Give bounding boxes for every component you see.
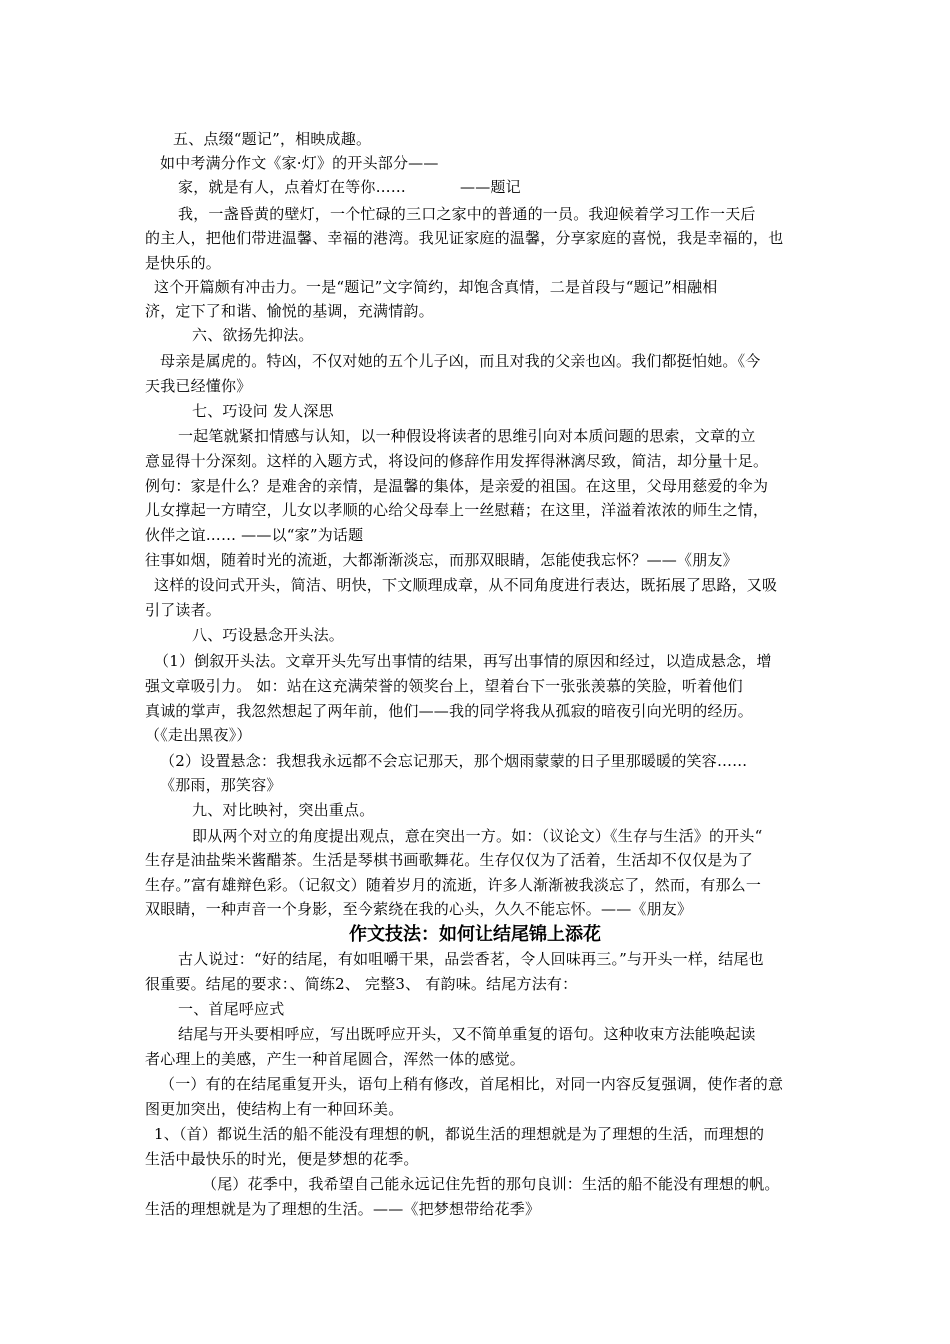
text-line: 双眼睛，一种声音一个身影，至今萦绕在我的心头，久久不能忘怀。——《朋友》 — [145, 900, 693, 918]
text-line: 我，一盏昏黄的壁灯，一个忙碌的三口之家中的普通的一员。我迎候着学习工作一天后 — [178, 205, 756, 223]
text-line: （2）设置悬念：我想我永远都不会忘记那天，那个烟雨蒙蒙的日子里那暖暖的笑容…… — [160, 752, 748, 770]
text-line: 1、（首）都说生活的船不能没有理想的帆，都说生活的理想就是为了理想的生活，而理想的 — [154, 1125, 765, 1143]
section-heading-6: 六、欲扬先抑法。 — [192, 326, 314, 344]
text-line: 引了读者。 — [145, 601, 222, 619]
text-line: 母亲是属虎的。特凶，不仅对她的五个儿子凶，而且对我的父亲也凶。我们都挺怕她。《今 — [160, 352, 761, 370]
text-line: 很重要。结尾的要求：、简练2、 完整3、 有韵味。结尾方法有： — [145, 975, 578, 993]
text-line: 这个开篇颇有冲击力。一是“题记”文字简约，却饱含真情，二是首段与“题记”相融相 — [154, 278, 718, 296]
text-line: （《走出黑夜》） — [145, 726, 252, 744]
text-line: （尾）花季中，我希望自己能永远记住先哲的那句良训：生活的船不能没有理想的帆。 — [202, 1175, 780, 1193]
text-line: 古人说过：“好的结尾，有如咀嚼干果，品尝香茗，令人回味再三。”与开头一样，结尾也 — [178, 950, 764, 968]
section-heading-7: 七、巧设问 发人深思 — [192, 402, 334, 420]
text-line: 强文章吸引力。 如：站在这充满荣誉的领奖台上，望着台下一张张羡慕的笑脸，听着他们 — [145, 677, 743, 695]
section-heading-8: 八、巧设悬念开头法。 — [192, 626, 345, 644]
text-line: 往事如烟，随着时光的流逝，大都渐渐淡忘，而那双眼睛，怎能使我忘怀？——《朋友》 — [145, 551, 738, 569]
text-line: 这样的设问式开头，简洁、明快，下文顺理成章，从不同角度进行表达，既拓展了思路，又吸 — [154, 576, 778, 594]
text-line: 是快乐的。 — [145, 254, 222, 272]
section-heading-5: 五、点缀“题记”，相映成趣。 — [173, 130, 372, 148]
text-line: 者心理上的美感，产生一种首尾圆合，浑然一体的感觉。 — [145, 1050, 526, 1068]
text-line: 生活中最快乐的时光，便是梦想的花季。 — [145, 1150, 419, 1168]
text-line: 如中考满分作文《家·灯》的开头部分—— — [160, 154, 439, 172]
text-line: 的主人，把他们带进温馨、幸福的港湾。我见证家庭的温馨，分享家庭的喜悦，我是幸福的，也 — [145, 229, 784, 247]
text-line: 即从两个对立的角度提出观点，意在突出一方。如：（议论文）《生存与生活》的开头“ — [192, 827, 763, 845]
text-line: 结尾与开头要相呼应，写出既呼应开头，又不简单重复的语句。这种收束方法能唤起读 — [178, 1025, 756, 1043]
text-line: 儿女撑起一方晴空，儿女以孝顺的心给父母奉上一丝慰藉；在这里，洋溢着浓浓的师生之情， — [145, 501, 769, 519]
section-heading-9: 九、对比映衬，突出重点。 — [192, 801, 375, 819]
text-line: 生存。”富有雄辩色彩。（记叙文）随着岁月的流逝，许多人渐渐被我淡忘了，然而，有那么一 — [145, 876, 762, 894]
section-heading-1: 一、首尾呼应式 — [178, 1000, 285, 1018]
text-line: 生活的理想就是为了理想的生活。——《把梦想带给花季》 — [145, 1200, 541, 1218]
text-line: 一起笔就紧扣情感与认知，以一种假设将读者的思维引向对本质问题的思索，文章的立 — [178, 427, 756, 445]
text-line: 生存是油盐柴米酱醋茶。生活是琴棋书画歌舞花。生存仅仅为了活着，生活却不仅仅是为了 — [145, 851, 754, 869]
text-line: ——题记 — [460, 178, 521, 196]
text-line: 意显得十分深刻。这样的入题方式，将设问的修辞作用发挥得淋漓尽致，简洁，却分量十足。 — [145, 452, 769, 470]
text-line: 真诚的掌声，我忽然想起了两年前，他们——我的同学将我从孤寂的暗夜引向光明的经历。 — [145, 702, 754, 720]
text-line: 例句：家是什么？是难舍的亲情，是温馨的集体，是亲爱的祖国。在这里，父母用慈爱的伞为 — [145, 477, 769, 495]
text-line: （一）有的在结尾重复开头，语句上稍有修改，首尾相比，对同一内容反复强调，使作者的意 — [160, 1075, 784, 1093]
text-line: 《那雨，那笑容》 — [160, 776, 282, 794]
article-title: 作文技法：如何让结尾锦上添花 — [349, 924, 601, 945]
text-line: 家，就是有人，点着灯在等你…… — [178, 178, 407, 196]
text-line: 图更加突出，使结构上有一种回环美。 — [145, 1100, 404, 1118]
text-line: （1）倒叙开头法。文章开头先写出事情的结果，再写出事情的原因和经过，以造成悬念，增 — [154, 652, 772, 670]
text-line: 天我已经懂你》 — [145, 377, 252, 395]
text-line: 伙伴之谊…… ——以“家”为话题 — [145, 526, 364, 544]
text-line: 济，定下了和谐、愉悦的基调，充满情韵。 — [145, 302, 434, 320]
